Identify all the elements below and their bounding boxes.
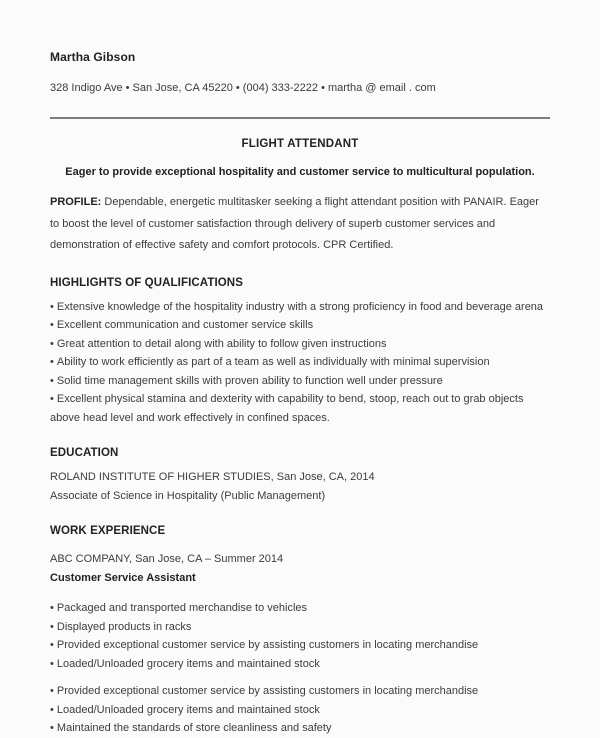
contact-line: 328 Indigo Ave • San Jose, CA 45220 • (004) 333-2222 • martha @ email . com <box>50 82 436 94</box>
header-divider <box>50 117 550 119</box>
list-item: • Loaded/Unloaded grocery items and maintained stock <box>50 655 550 674</box>
list-item: • Displayed products in racks <box>50 618 550 637</box>
qualifications-list <box>50 298 550 428</box>
profile-text: Dependable, energetic multitasker seeking a flight attendant position with PANAIR. Eager to boost the level of customer satisfaction through delivery of superb customer services and demonstration of effective safety and comfort protocols. CPR Certified. <box>50 196 539 251</box>
education-heading: EDUCATION <box>50 447 119 459</box>
list-item: • Extensive knowledge of the hospitality industry with a strong proficiency in food and beverage arena <box>50 298 550 317</box>
list-item: • Solid time management skills with proven ability to function well under pressure <box>50 372 550 391</box>
list-item: • Great attention to detail along with ability to follow given instructions <box>50 335 550 354</box>
education-school: ROLAND INSTITUTE OF HIGHER STUDIES, San Jose, CA, 2014 <box>50 471 375 483</box>
education-degree: Associate of Science in Hospitality (Public Management) <box>50 490 326 502</box>
list-item: • Excellent physical stamina and dexterity with capability to bend, stoop, reach out to grab objects above head level and work effectively in confined spaces. <box>50 390 550 427</box>
list-item: • Provided exceptional customer service by assisting customers in locating merchandise <box>50 682 550 701</box>
experience-heading: WORK EXPERIENCE <box>50 525 166 537</box>
objective-tagline: Eager to provide exceptional hospitality and customer service to multicultural population. <box>65 166 535 178</box>
list-item: • Maintained the standards of store cleanliness and safety <box>50 719 550 738</box>
duties-list-2 <box>50 682 550 738</box>
list-item: • Loaded/Unloaded grocery items and maintained stock <box>50 701 550 720</box>
profile-paragraph <box>50 192 550 257</box>
list-item: • Ability to work efficiently as part of a team as well as individually with minimal supervision <box>50 353 550 372</box>
role-title: FLIGHT ATTENDANT <box>241 138 359 150</box>
experience-company: ABC COMPANY, San Jose, CA – Summer 2014 <box>50 553 284 565</box>
list-item: • Packaged and transported merchandise to vehicles <box>50 599 550 618</box>
list-item: • Excellent communication and customer service skills <box>50 316 550 335</box>
profile-label: PROFILE: <box>50 196 102 208</box>
candidate-name: Martha Gibson <box>50 50 136 64</box>
experience-job-title: Customer Service Assistant <box>50 572 196 584</box>
duties-list-1 <box>50 599 550 673</box>
qualifications-heading: HIGHLIGHTS OF QUALIFICATIONS <box>50 276 243 289</box>
list-item: • Provided exceptional customer service by assisting customers in locating merchandise <box>50 636 550 655</box>
